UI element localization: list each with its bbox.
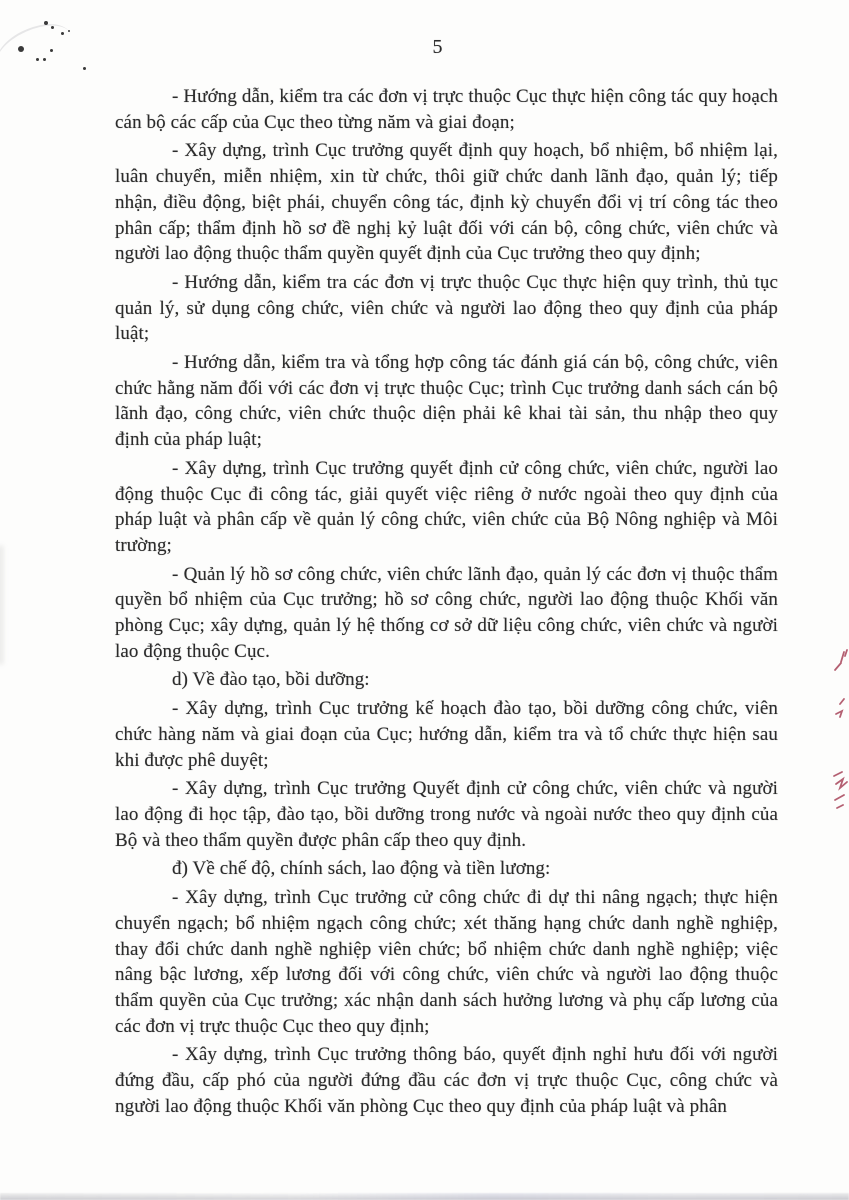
scan-speck-dot xyxy=(61,32,64,35)
paragraph: - Hướng dẫn, kiểm tra và tổng hợp công tác đánh giá cán bộ, công chức, viên chức hằng năm đối với các đơn vị trực thuộc Cục; trình Cục trưởng danh sách cán bộ lãnh đạo, công chức, viên chức thuộc diện phải kê khai tài sản, thu nhập theo quy định của pháp luật; xyxy=(115,352,778,451)
paragraph: - Xây dựng, trình Cục trưởng quyết định cử công chức, viên chức, người lao động thuộc Cục đi công tác, giải quyết việc riêng ở nước ngoài theo quy định của pháp luật và phân cấp về quản lý công chức, viên chức của Bộ Nông nghiệp và Môi trường; xyxy=(115,457,778,556)
paragraph: - Xây dựng, trình Cục trưởng quyết định quy hoạch, bổ nhiệm, bổ nhiệm lại, luân chuyển, miễn nhiệm, xin từ chức, thôi giữ chức danh lãnh đạo, quản lý; tiếp nhận, điều động, biệt phái, chuyển công tác, định kỳ chuyển đổi vị trí công tác theo phân cấp; thẩm định hồ sơ đề nghị kỷ luật đối với cán bộ, công chức, viên chức và người lao động thuộc thẩm quyền quyết định của Cục trưởng theo quy định; xyxy=(115,140,778,265)
paragraph: - Xây dựng, trình Cục trưởng Quyết định cử công chức, viên chức và người lao động đi học tập, đào tạo, bồi dưỡng trong nước và ngoài nước theo quy định của Bộ và theo thẩm quyền được phân cấp theo quy định. xyxy=(115,778,778,851)
scan-speck-dot xyxy=(68,30,70,32)
document-body xyxy=(115,84,778,1122)
scan-edge-shadow xyxy=(0,1193,849,1200)
scan-speck-dot xyxy=(83,67,86,70)
scan-speck-dot xyxy=(18,46,24,52)
scan-speck-dot xyxy=(51,26,54,29)
paragraph: - Xây dựng, trình Cục trưởng kế hoạch đào tạo, bồi dưỡng công chức, viên chức hàng năm và giai đoạn của Cục; hướng dẫn, kiểm tra và tổ chức thực hiện sau khi được phê duyệt; xyxy=(115,698,778,771)
scan-speck-dot xyxy=(44,21,48,25)
page-number: 5 xyxy=(432,36,443,58)
paragraph: - Xây dựng, trình Cục trưởng cử công chức đi dự thi nâng ngạch; thực hiện chuyển ngạch; bổ nhiệm ngạch công chức; xét thăng hạng chức danh nghề nghiệp, thay đổi chức danh nghề nghiệp viên chức; bổ nhiệm chức danh nghề nghiệp; việc nâng bậc lương, xếp lương đối với công chức, viên chức và người lao động thuộc thẩm quyền của Cục trưởng; xác nhận danh sách hưởng lương và phụ cấp lương của các đơn vị trực thuộc Cục theo quy định; xyxy=(115,887,778,1037)
section-heading: đ) Về chế độ, chính sách, lao động và tiền lương: xyxy=(172,858,551,880)
scan-speck-dot xyxy=(43,58,46,61)
paragraph: - Xây dựng, trình Cục trưởng thông báo, quyết định nghỉ hưu đối với người đứng đầu, cấp phó của người đứng đầu các đơn vị trực thuộc Cục, công chức và người lao động thuộc Khối văn phòng Cục theo quy định của pháp luật và phân xyxy=(115,1044,778,1117)
section-heading: d) Về đào tạo, bồi dưỡng: xyxy=(172,669,370,691)
paragraph: - Hướng dẫn, kiểm tra các đơn vị trực thuộc Cục thực hiện công tác quy hoạch cán bộ các cấp của Cục theo từng năm và giai đoạn; xyxy=(115,86,778,133)
paragraph: - Hướng dẫn, kiểm tra các đơn vị trực thuộc Cục thực hiện quy trình, thủ tục quản lý, sử dụng công chức, viên chức và người lao động theo quy định của pháp luật; xyxy=(115,271,778,345)
scan-speck-dot xyxy=(50,49,53,52)
scan-scratch xyxy=(0,14,79,87)
scan-edge-smudge xyxy=(0,545,4,665)
paragraph: - Quản lý hồ sơ công chức, viên chức lãnh đạo, quản lý các đơn vị thuộc thẩm quyền bổ nhiệm của Cục trưởng; hồ sơ công chức, người lao động thuộc Khối văn phòng Cục; xây dựng, quản lý hệ thống cơ sở dữ liệu công chức, viên chức và người lao động thuộc Cục. xyxy=(115,563,778,662)
handwritten-red-marks xyxy=(806,628,849,838)
scan-speck-dot xyxy=(36,58,39,61)
